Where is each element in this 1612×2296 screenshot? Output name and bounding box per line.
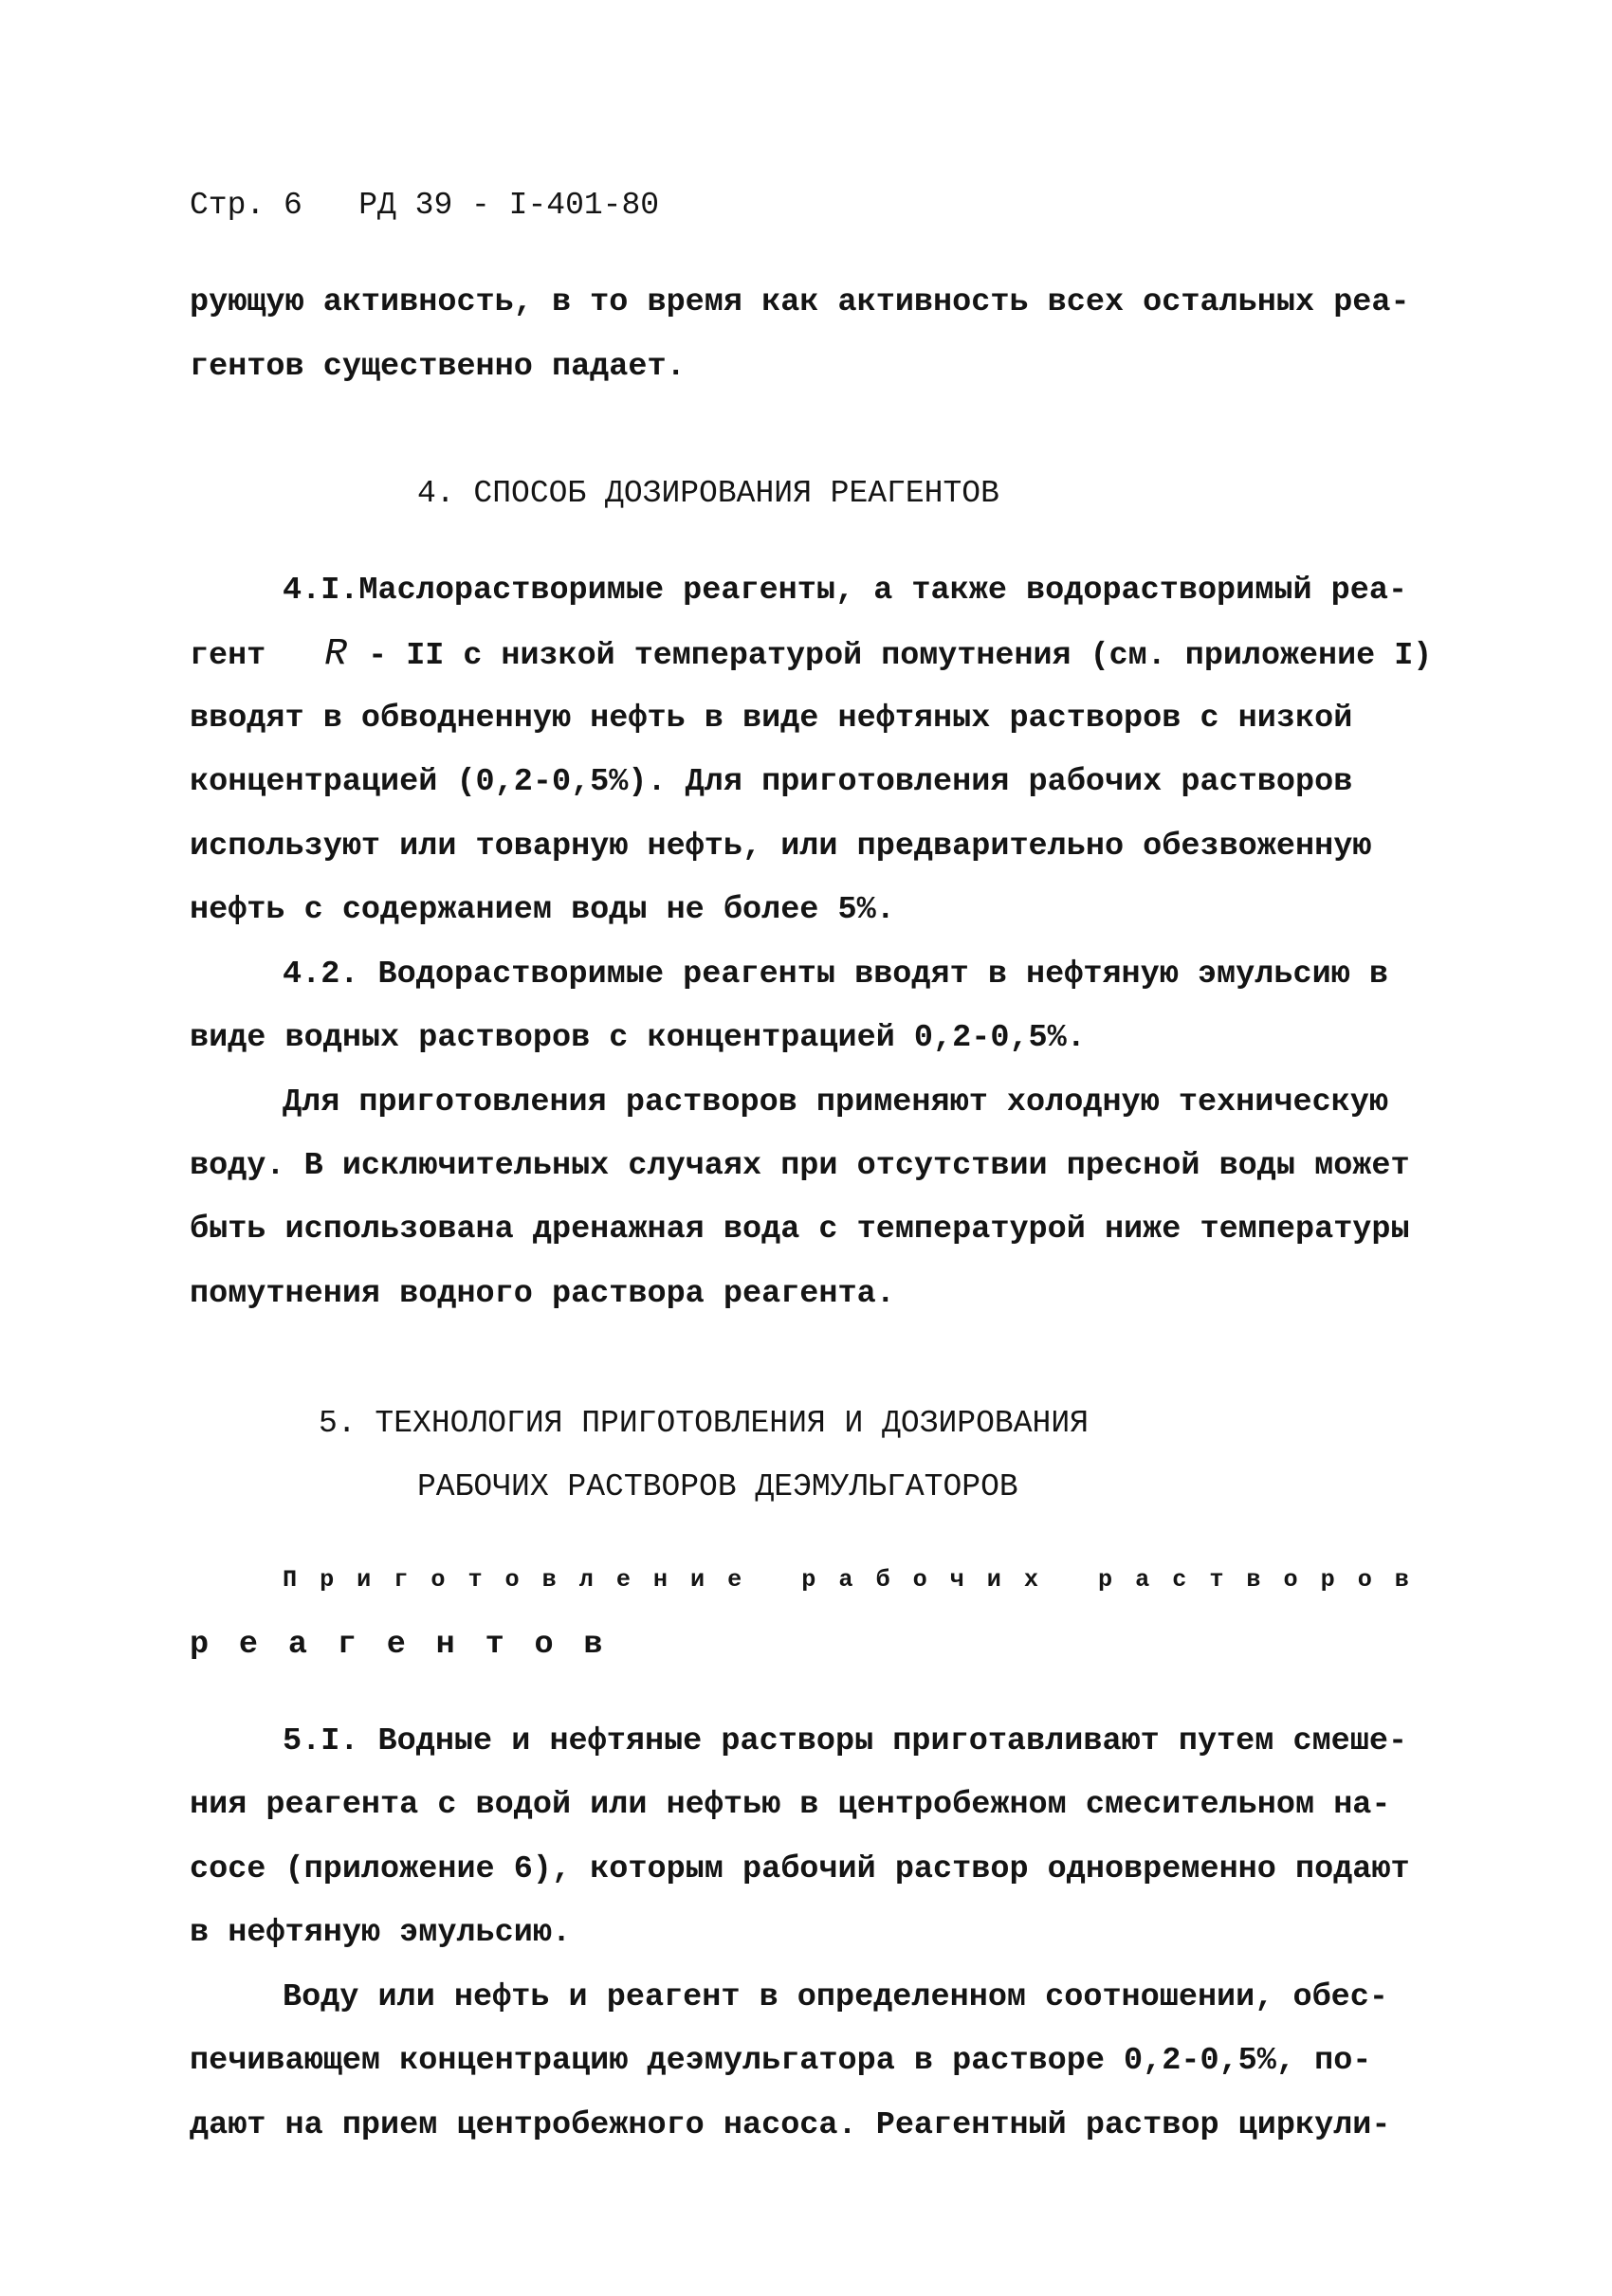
section-5-p1-line-1: 5.I. Водные и нефтяные растворы приготавливают путем смеше- xyxy=(283,1723,1408,1759)
section-4-p3-line-4: помутнения водного раствора реагента. xyxy=(190,1276,895,1312)
intro-line-2: гентов существенно падает. xyxy=(190,349,686,385)
section-5-p1-line-2: ния реагента с водой или нефтью в центробежном смесительном на- xyxy=(190,1787,1391,1823)
section-4-p2-line-1: 4.2. Водорастворимые реагенты вводят в нефтяную эмульсию в xyxy=(283,957,1388,993)
section-5-p2-line-1: Воду или нефть и реагент в определенном соотношении, обес- xyxy=(283,1979,1388,2015)
section-4-p1-line-5: используют или товарную нефть, или предварительно обезвоженную xyxy=(190,829,1372,865)
section-4-p1-line-2-start: гент xyxy=(190,638,266,674)
section-4-p1-line-3: вводят в обводненную нефть в виде нефтяных растворов с низкой xyxy=(190,701,1353,737)
page-header: Стр. 6 РД 39 - I-401-80 xyxy=(190,188,660,223)
section-5-title-line-2: РАБОЧИХ РАСТВОРОВ ДЕЭМУЛЬГАТОРОВ xyxy=(417,1469,1018,1504)
section-4-p1-line-2 xyxy=(190,631,1432,679)
section-5-p2-line-3: дают на прием центробежного насоса. Реагентный раствор циркули- xyxy=(190,2107,1391,2143)
section-4-p1-line-2-end: - II с низкой температурой помутнения (см. приложение I) xyxy=(368,638,1433,674)
section-4-p1-line-6: нефть с содержанием воды не более 5%. xyxy=(190,892,895,928)
section-4-p2-line-2: виде водных растворов с концентрацией 0,2-0,5%. xyxy=(190,1020,1086,1056)
section-5-p1-line-3: сосе (приложение 6), которым рабочий раствор одновременно подают xyxy=(190,1851,1410,1887)
section-5-title-line-1: 5. ТЕХНОЛОГИЯ ПРИГОТОВЛЕНИЯ И ДОЗИРОВАНИЯ xyxy=(319,1406,1089,1441)
section-5-p1-line-4: в нефтяную эмульсию. xyxy=(190,1915,572,1951)
section-4-p1-line-4: концентрацией (0,2-0,5%). Для приготовления рабочих растворов xyxy=(190,764,1353,800)
subsection-title-line-1: Приготовление рабочих растворов xyxy=(283,1566,1432,1594)
section-4-p1-line-1: 4.I.Маслорастворимые реагенты, а также водорастворимый реа- xyxy=(283,573,1408,609)
section-4-p3-line-1: Для приготовления растворов применяют холодную техническую xyxy=(283,1084,1388,1121)
intro-line-1: рующую активность, в то время как активность всех остальных реа- xyxy=(190,284,1410,320)
reagent-r-symbol: R xyxy=(324,633,348,676)
section-5-p2-line-2: печивающем концентрацию деэмульгатора в растворе 0,2-0,5%, по- xyxy=(190,2043,1372,2079)
section-4-p3-line-3: быть использована дренажная вода с температурой ниже температуры xyxy=(190,1212,1410,1248)
section-4-p3-line-2: воду. В исключительных случаях при отсутствии пресной воды может xyxy=(190,1148,1410,1184)
subsection-title-line-2: реагентов xyxy=(190,1627,633,1663)
section-4-title: 4. СПОСОБ ДОЗИРОВАНИЯ РЕАГЕНТОВ xyxy=(417,476,999,511)
